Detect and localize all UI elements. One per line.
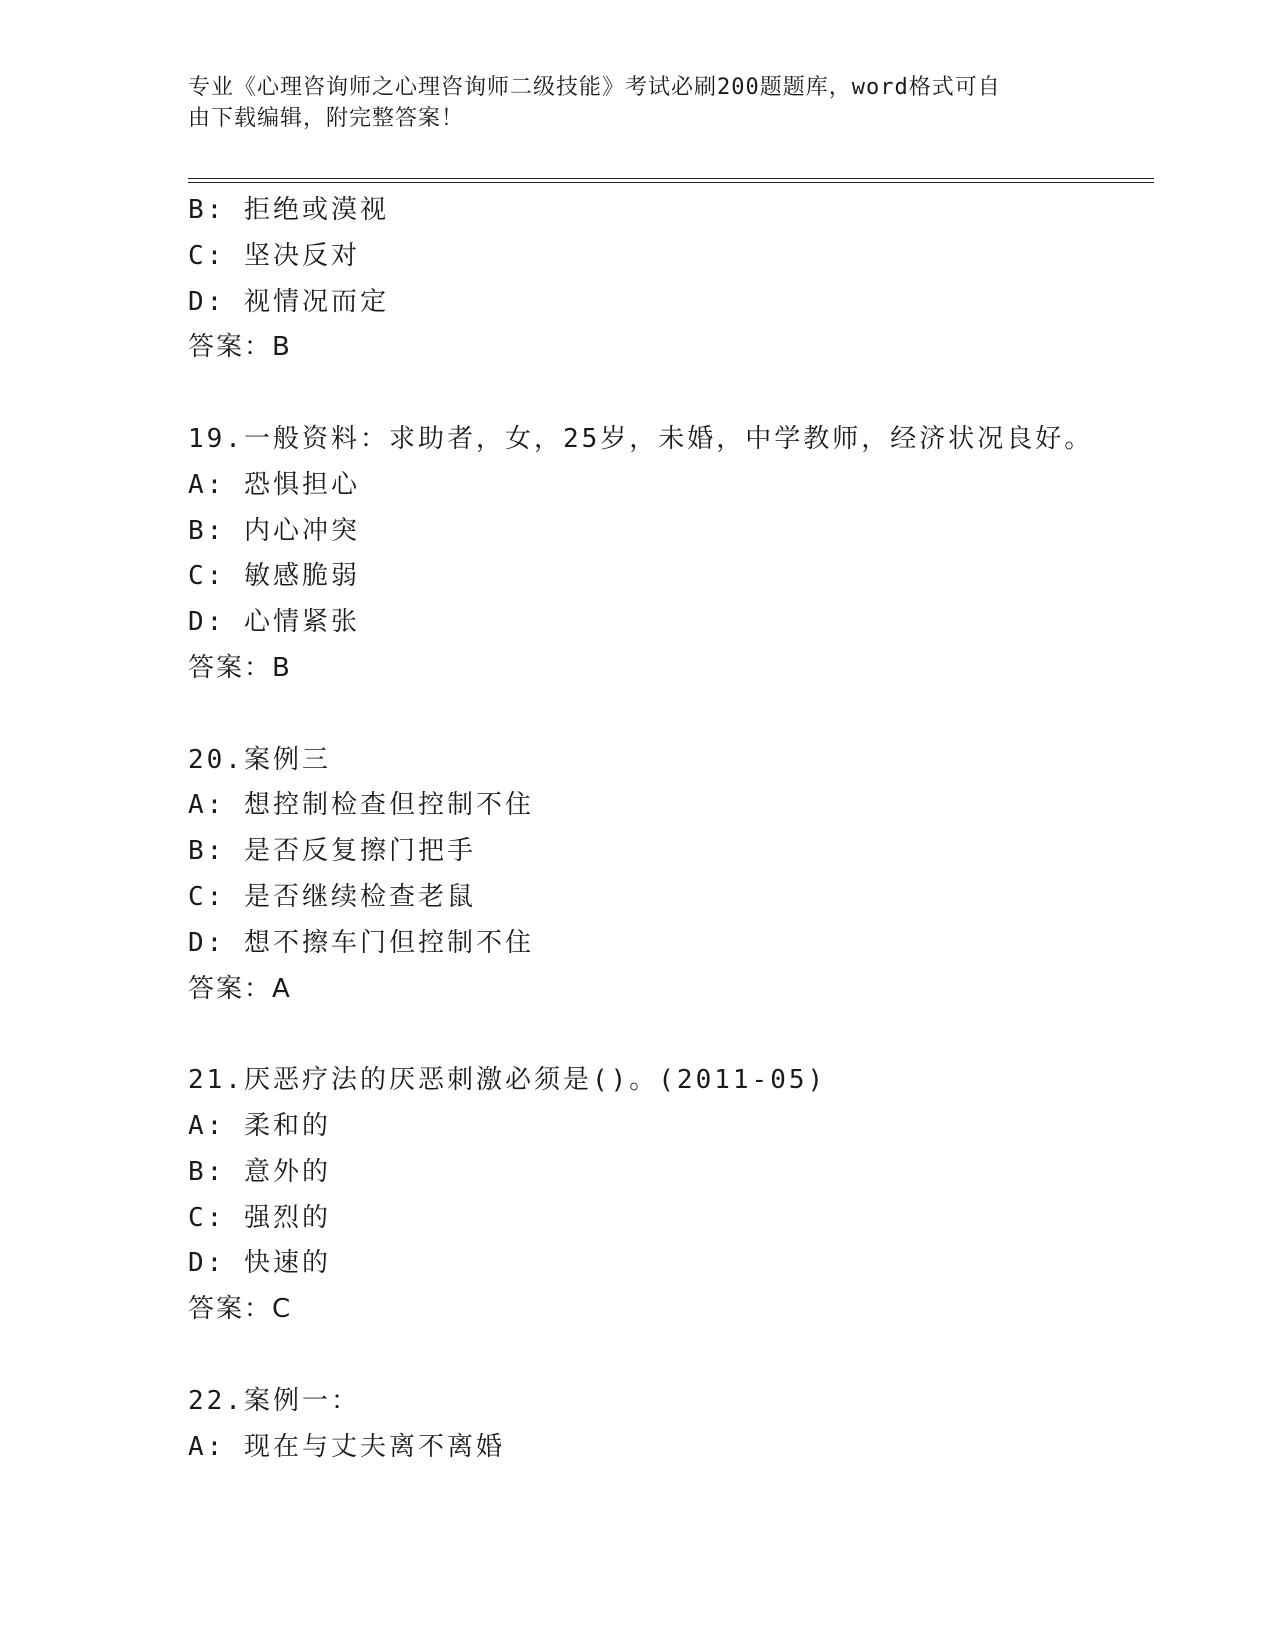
- question-block-20: [188, 738, 1148, 1013]
- question-block-19: [188, 417, 1148, 692]
- question-text: 案例三: [243, 744, 331, 775]
- question-block-22: [188, 1379, 1148, 1471]
- question-block-21: [188, 1058, 1148, 1333]
- question-stem: [188, 1058, 1148, 1104]
- question-number: 20.: [188, 744, 244, 775]
- question-block-18: [188, 188, 1148, 371]
- question-stem: [188, 1379, 1148, 1425]
- option-b: B: 意外的: [188, 1156, 331, 1187]
- document-header: [188, 72, 1068, 134]
- answer-line: 答案：A: [188, 973, 292, 1004]
- option-b: B: 内心冲突: [188, 515, 360, 546]
- header-rule-top: [188, 178, 1154, 179]
- question-stem: [188, 738, 1148, 784]
- option-d: D: 想不擦车门但控制不住: [188, 927, 534, 958]
- question-text: 一般资料：求助者，女，25岁，未婚，中学教师，经济状况良好。: [243, 423, 1094, 454]
- answer-line: 答案：C: [188, 1294, 293, 1325]
- answer-line: 答案：B: [188, 332, 292, 363]
- question-number: 19.: [188, 423, 244, 454]
- option-c: C: 是否继续检查老鼠: [188, 881, 476, 912]
- answer-line: 答案：B: [188, 652, 292, 683]
- header-line-2: 由下载编辑，附完整答案！: [188, 106, 465, 131]
- option-a: A: 恐惧担心: [188, 469, 360, 500]
- option-a: A: 现在与丈夫离不离婚: [188, 1431, 505, 1462]
- option-d: D: 视情况而定: [188, 286, 389, 317]
- option-a: A: 柔和的: [188, 1110, 331, 1141]
- option-d: D: 快速的: [188, 1248, 331, 1279]
- header-line-1: 专业《心理咨询师之心理咨询师二级技能》考试必刷200题题库，word格式可自: [188, 75, 1001, 100]
- question-text: 厌恶疗法的厌恶刺激必须是()。(2011-05): [243, 1065, 827, 1096]
- header-rule-bottom: [188, 182, 1154, 183]
- question-number: 21.: [188, 1065, 244, 1096]
- option-a: A: 想控制检查但控制不住: [188, 790, 534, 821]
- option-d: D: 心情紧张: [188, 607, 360, 638]
- question-list: [188, 188, 1148, 1470]
- question-stem: [188, 417, 1148, 463]
- option-c: C: 坚决反对: [188, 240, 360, 271]
- question-number: 22.: [188, 1385, 244, 1416]
- option-c: C: 强烈的: [188, 1202, 331, 1233]
- question-text: 案例一：: [243, 1385, 360, 1416]
- option-b: B: 拒绝或漠视: [188, 195, 389, 225]
- option-b: B: 是否反复擦门把手: [188, 836, 476, 867]
- option-c: C: 敏感脆弱: [188, 561, 360, 592]
